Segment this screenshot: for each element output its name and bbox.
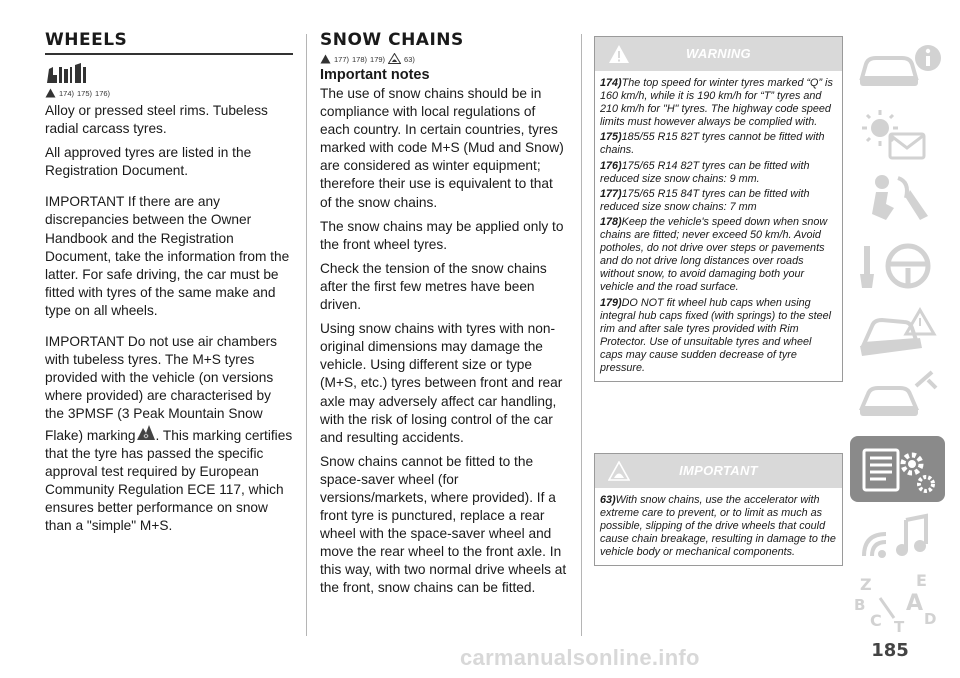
- watermark: carmanualsonline.info: [460, 645, 700, 670]
- important-item: [600, 494, 837, 559]
- tab-multimedia[interactable]: [850, 506, 945, 568]
- ref-177[interactable]: 177): [334, 55, 350, 64]
- snow-chains-heading: SNOW CHAINS: [320, 30, 464, 50]
- warning-text: The top speed for winter tyres marked “Q” is 160 km/h, while it is 190 km/h for “T” tyres and 210 km/h for "H" tyres. The highway code speed limits must however always be complied with.: [600, 77, 833, 129]
- svg-text:D: D: [924, 610, 937, 628]
- warning-num: 174): [600, 77, 622, 89]
- warning-item: [600, 77, 837, 129]
- important-num: 63): [600, 494, 616, 506]
- key-steering-icon: [850, 234, 945, 296]
- technical-data-icon: [850, 436, 945, 502]
- warning-text: 175/65 R14 82T tyres can be fitted with reduced size snow chains: 9 mm.: [600, 159, 810, 185]
- warning-item: [600, 297, 837, 376]
- svg-text:A: A: [906, 591, 924, 616]
- paragraph: Check the tension of the snow chains after the first few metres have been driven.: [320, 260, 547, 313]
- warning-box-header: [595, 37, 842, 71]
- paragraph-text: . This marking certifies that the tyre has passed the specific approval test required by European Community Regulation ECE 117, which ensures better performance on snow than a "simple" M+S.: [45, 427, 293, 533]
- warning-triangle-icon: [320, 54, 331, 64]
- column-divider: [581, 34, 582, 636]
- warning-num: 179): [600, 296, 622, 309]
- heading-rule: [45, 53, 293, 55]
- warning-box: [594, 36, 843, 382]
- warning-text: 175/65 R15 84T tyres can be fitted with reduced size snow chains: 7 mm: [600, 187, 810, 213]
- paragraph: IMPORTANT If there are any discrepancies between the Owner Handbook and the Registration Document, take the information from the latter. For safe driving, the car must be fitted with tyres of the same make and type on all wheels.: [45, 194, 290, 318]
- paragraph: Using snow chains with tyres with non-original dimensions may damage the vehicle. Using different size or type (M+S, etc.) tyres between front and rear axle may adversely affect car handling, with the risk of losing control of the car and resulting accidents.: [320, 321, 563, 445]
- ref-178[interactable]: 178): [352, 55, 368, 64]
- svg-text:C: C: [870, 611, 882, 630]
- warning-triangle-icon: [45, 88, 56, 98]
- tab-maintenance[interactable]: [850, 366, 945, 428]
- warning-text: 185/55 R15 82T tyres cannot be fitted with chains.: [600, 131, 825, 157]
- paragraph: Snow chains cannot be fitted to the space-saver wheel (for versions/markets, where provided). If a front tyre is punctured, replace a rear wheel with the space-saver wheel and move the rear wheel to the front axle. In this way, with two normal drive wheels at the front, snow chains can be fitted.: [320, 453, 567, 596]
- paragraph: The snow chains may be applied only to the front wheel tyres.: [320, 218, 564, 252]
- paragraph-3pmsf: [45, 333, 293, 535]
- maintenance-car-icon: [850, 366, 945, 428]
- warning-item: [600, 131, 837, 157]
- wheels-column: [45, 30, 293, 541]
- paragraph: All approved tyres are listed in the Registration Document.: [45, 145, 252, 179]
- paragraph-text: IMPORTANT Do not use air chambers with tubeless tyres. The M+S tyres provided with the vehicle (on versions where provided) are characterised by the 3PMSF (3 Peak Mountain Snow Flake) marking: [45, 334, 278, 443]
- svg-text:E: E: [916, 571, 927, 590]
- ref-174[interactable]: 174): [59, 89, 75, 98]
- multimedia-icon: [850, 506, 945, 568]
- column-divider: [306, 34, 307, 636]
- ref-179[interactable]: 179): [370, 55, 386, 64]
- ref-176[interactable]: 176): [95, 89, 111, 98]
- important-hand-icon: [388, 53, 401, 64]
- warning-num: 178): [600, 215, 622, 228]
- 3pmsf-mountain-snowflake-icon: [136, 424, 156, 445]
- svg-text:Z: Z: [860, 575, 872, 594]
- snow-chains-column: [320, 30, 568, 604]
- tab-car-info[interactable]: [850, 36, 945, 98]
- svg-text:T: T: [894, 618, 905, 634]
- warning-item: [600, 188, 837, 214]
- warning-num: 175): [600, 131, 622, 144]
- tab-starting-driving[interactable]: [850, 234, 945, 296]
- warning-item: [600, 216, 837, 295]
- car-info-icon: [850, 36, 945, 98]
- page-number: 185: [871, 640, 909, 661]
- tab-safety[interactable]: [850, 168, 945, 230]
- wheel-rim-icon: [45, 61, 293, 85]
- important-notes-subheading: Important notes: [320, 67, 430, 83]
- tab-warning-lights[interactable]: [850, 102, 945, 164]
- important-text: With snow chains, use the accelerator with extreme care to prevent, or to limit as much as possible, slipping of the drive wheels that could cause chain breakage, resulting in damage to the vehicle body or mechanical components.: [600, 494, 836, 559]
- wheels-heading: WHEELS: [45, 30, 128, 50]
- tab-technical-data[interactable]: [850, 436, 945, 502]
- paragraph: Alloy or pressed steel rims. Tubeless radial carcass tyres.: [45, 103, 268, 137]
- index-letters-icon: [850, 568, 945, 634]
- warning-item: [600, 160, 837, 186]
- snow-chains-refs: [320, 53, 568, 64]
- warning-num: 177): [600, 187, 622, 200]
- important-title: IMPORTANT: [679, 463, 758, 478]
- svg-text:B: B: [854, 596, 866, 614]
- ref-175[interactable]: 175): [77, 89, 93, 98]
- tab-index[interactable]: [850, 568, 945, 634]
- warning-num: 176): [600, 159, 622, 172]
- tab-emergency[interactable]: [850, 300, 945, 362]
- warning-text: DO NOT fit wheel hub caps when using integral hub caps fixed (with springs) to the steel rim and after sale tyres provided with Rim Protector. Use of unsuitable tyres and wheel caps may cause sudden decrease of tyre pressure.: [600, 296, 832, 374]
- paragraph: The use of snow chains should be in compliance with local regulations of each country. In certain countries, tyres marked with code M+S (Mud and Snow) are considered as winter equipment; therefore their use is equivalent to that of the snow chains.: [320, 86, 564, 210]
- important-box: [594, 453, 843, 566]
- warning-text: Keep the vehicle's speed down when snow chains are fitted; never exceed 50 km/h. Avoid potholes, do not drive over steps or pavements and do not drive long distances over roads without snow, to avoid damaging both your vehicle and the road surface.: [600, 215, 828, 294]
- ref-63[interactable]: 63): [404, 55, 415, 64]
- wheels-refs: [45, 87, 293, 98]
- warning-title: WARNING: [686, 46, 751, 61]
- warning-lights-icon: [850, 102, 945, 164]
- breakdown-car-icon: [850, 300, 945, 362]
- airbag-seat-icon: [850, 168, 945, 230]
- important-box-header: [595, 454, 842, 488]
